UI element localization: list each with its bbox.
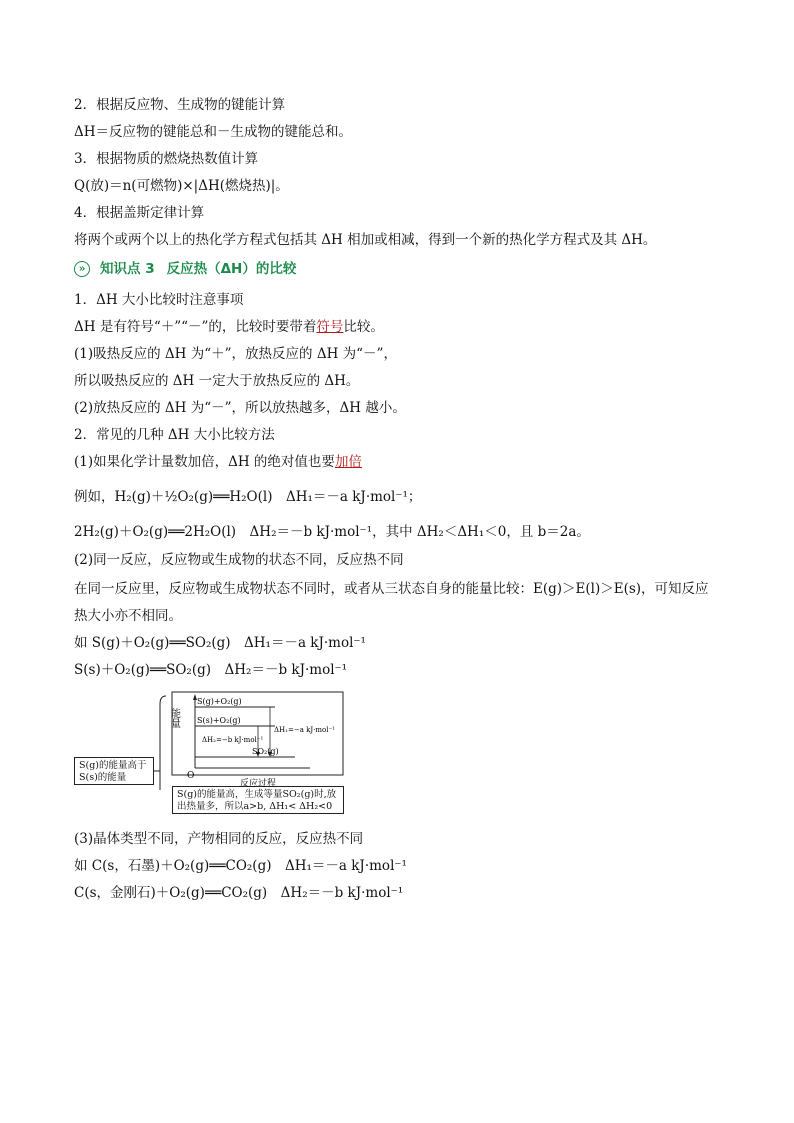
note-box-bottom	[172, 786, 344, 814]
text-line: 1．ΔH 大小比较时注意事项	[74, 292, 244, 308]
text-line: 2．根据反应物、生成物的键能计算	[74, 97, 286, 113]
note-text: S(g)的能量高，生成等量SO₂(g)时,放出热量多，所以a>b, ΔH₁< ΔH₂<0	[177, 789, 337, 812]
text-line	[74, 453, 362, 471]
underlined-keyword: 符号	[316, 319, 344, 335]
section-title: 反应热（ΔH）的比较	[166, 261, 297, 277]
text-line: 将两个或两个以上的热化学方程式包括其 ΔH 相加或相减，得到一个新的热化学方程式及其 ΔH。	[74, 232, 657, 248]
level-label: S(g)+O₂(g)	[197, 697, 242, 706]
level-label: S(s)+O₂(g)	[197, 716, 241, 725]
origin-label: O	[187, 771, 195, 781]
text-line: 所以吸热反应的 ΔH 一定大于放热反应的 ΔH。	[74, 373, 360, 389]
text-line: ΔH＝反应物的键能总和－生成物的键能总和。	[74, 124, 353, 140]
text-line: 3．根据物质的燃烧热数值计算	[74, 151, 259, 167]
equation-line: 如 S(g)＋O₂(g)══SO₂(g) ΔH₁＝－a kJ·mol⁻¹	[74, 635, 366, 651]
text-line: (2)放热反应的 ΔH 为“－”，所以放热越多，ΔH 越小。	[74, 400, 406, 416]
bracket-line	[160, 696, 168, 790]
text-line: (2)同一反应，反应物或生成物的状态不同，反应热不同	[74, 552, 404, 568]
text-line: 4．根据盖斯定律计算	[74, 205, 205, 221]
equation-line: 如 C(s，石墨)＋O₂(g)══CO₂(g) ΔH₁＝－a kJ·mol⁻¹	[74, 858, 407, 874]
text-line: (3)晶体类型不同，产物相同的反应，反应热不同	[74, 831, 364, 847]
x-axis-label: 反应过程	[240, 779, 277, 789]
text-span: 比较。	[343, 319, 384, 335]
dh2-label: ΔH₂=−b kJ·mol⁻¹	[202, 736, 264, 744]
text-line: 2．常见的几种 ΔH 大小比较方法	[74, 427, 275, 443]
equation-line: 2H₂(g)＋O₂(g)══2H₂O(l) ΔH₂＝－b kJ·mol⁻¹，其中 ΔH₂＜ΔH₁＜0，且 b＝2a。	[74, 524, 590, 540]
text-line	[74, 318, 384, 336]
text-span: (1)如果化学计量数加倍，ΔH 的绝对值也要	[74, 454, 335, 470]
text-line: 热大小亦不相同。	[74, 608, 182, 624]
y-axis-label: 能量	[168, 708, 180, 728]
equation-line: S(s)＋O₂(g)══SO₂(g) ΔH₂＝－b kJ·mol⁻¹	[74, 662, 348, 678]
text-line: 在同一反应里，反应物或生成物状态不同时，或者从三状态自身的能量比较：E(g)＞E(l)＞E(s)，可知反应	[74, 581, 709, 597]
equation-line: 例如，H₂(g)＋½O₂(g)══H₂O(l) ΔH₁＝－a kJ·mol⁻¹；	[74, 489, 422, 505]
equation-line: C(s，金刚石)＋O₂(g)══CO₂(g) ΔH₂＝－b kJ·mol⁻¹	[74, 885, 404, 901]
dh1-label: ΔH₁=−a kJ·mol⁻¹	[274, 726, 335, 734]
text-line: (1)吸热反应的 ΔH 为“＋”，放热反应的 ΔH 为“－”，	[74, 346, 397, 362]
note-text: S(g)的能量高于S(s)的能量	[79, 760, 147, 783]
note-box-left	[74, 757, 154, 785]
text-span: ΔH 是有符号“＋”“－”的，比较时要带着	[74, 319, 317, 335]
energy-diagram	[150, 690, 350, 790]
section-heading	[74, 260, 296, 278]
underlined-keyword: 加倍	[334, 454, 362, 470]
text-line: Q(放)＝n(可燃物)×|ΔH(燃烧热)|。	[74, 178, 289, 194]
chevron-right-icon: »	[74, 261, 90, 277]
section-number: 知识点 3	[100, 261, 155, 277]
level-label: SO₂(g)	[252, 747, 279, 756]
